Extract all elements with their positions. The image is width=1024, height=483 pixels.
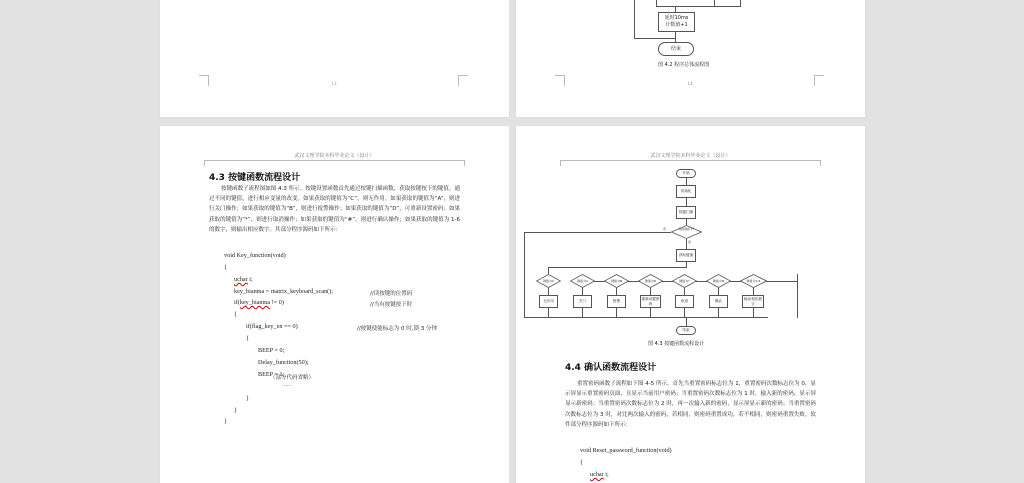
flow-line <box>675 32 676 42</box>
code-line: } <box>234 407 237 414</box>
flow-line <box>686 198 687 206</box>
action-box: 确认 <box>709 295 728 308</box>
flow-line <box>634 38 676 39</box>
header-rule <box>560 160 821 161</box>
read-box: 获取键值 <box>676 249 696 262</box>
page-number: 14 <box>687 82 693 87</box>
page-16 <box>516 126 865 483</box>
code-token: uchar <box>234 276 248 283</box>
decision-label: 有按键按下？ <box>678 227 696 231</box>
code-line: { <box>234 311 237 318</box>
flow-line <box>634 0 635 39</box>
flow-line <box>714 0 715 7</box>
header-corner-right <box>820 160 821 166</box>
decision-label: 键值为D <box>644 279 657 283</box>
code-line: key_bianma = matrix_keyboard_scan(); <box>234 288 334 295</box>
section-title: 4.4 确认函数流程设计 <box>565 363 657 373</box>
flow-line <box>524 317 768 318</box>
decision-label: 键值为B <box>610 279 623 283</box>
code-line: { <box>224 264 227 271</box>
init-box: 初始化 <box>676 185 696 198</box>
code-comment: //按键使能标志为 0 时,锁 3 分钟 <box>357 326 437 332</box>
code-line: BEEP = 0; <box>258 347 285 354</box>
delay-box-line1: 延时10ms <box>664 15 689 21</box>
action-box: 报警 <box>607 295 626 308</box>
flow-line <box>686 178 687 185</box>
page-header: 武汉文理学院本科毕业论文（设计） <box>650 153 731 159</box>
code-line: Delay_function(50); <box>258 359 309 366</box>
figure-caption: 图 4.2 程序总体流程图 <box>658 62 710 68</box>
code-token: if( <box>234 299 240 306</box>
code-token: != 0) <box>270 299 284 306</box>
flow-line <box>656 0 657 7</box>
action-box: 关门 <box>573 295 592 308</box>
end-terminal: 结束 <box>676 326 696 335</box>
code-line: void Reset_password_function(void) <box>580 447 672 454</box>
body-paragraph: 重置密码函数子流程如下图 4-5 所示，首先当重置密码标志位为 1，重置密码次数标志位为 0，显示屏显示重置密码页面，且显示当前用户密码；当重置密码次数标志位为 1 时，输入新的密码，显示屏显示新密码；当重置密码次数标志位为 2 时，再一次输入新的密码，显示屏显示新的密码；当重置密码次数标志位为 3 时，对比两次输入的密码，若相同，则密码重置成功，若不相同，则密码重置失败。软件部分程序源码如下所示： <box>565 381 816 428</box>
section-title: 4.3 按键函数流程设计 <box>209 173 301 183</box>
no-label: 否 <box>663 227 667 231</box>
delay-box <box>658 12 695 32</box>
decision-label: 键值为* <box>679 279 690 283</box>
code-comment: //读按键的位置码 <box>370 291 413 297</box>
scan-box: 按键扫描 <box>676 206 696 219</box>
decision-label: 键值为1-6 <box>746 279 761 283</box>
code-line: } <box>246 395 249 402</box>
margin-corner-right <box>814 75 824 86</box>
page-header: 武汉文理学院本科毕业论文（设计） <box>294 153 375 159</box>
start-terminal: 开始 <box>676 169 696 178</box>
code-token: key_bianma <box>239 299 271 306</box>
flow-line <box>740 0 741 7</box>
decision-label: 键值为# <box>712 279 725 283</box>
end-terminal: 结束 <box>658 42 694 56</box>
header-corner-left <box>204 160 205 166</box>
header-corner-left <box>560 160 561 166</box>
action-box: 重新设置密码 <box>640 295 661 308</box>
code-comment: //当有按键按下时 <box>370 302 413 308</box>
decision-label: 键值为C <box>542 279 555 283</box>
code-token: uchar <box>590 471 604 478</box>
page-number: 13 <box>331 82 337 87</box>
code-line <box>590 469 609 481</box>
code-token: i; <box>247 276 253 283</box>
flow-line <box>797 274 798 318</box>
figure-caption: 图 4.3 按键函数流程设计 <box>648 341 705 347</box>
code-line: void Key_function(void) <box>224 252 286 259</box>
page-13 <box>160 0 509 117</box>
flow-line <box>524 232 671 233</box>
flow-line <box>686 239 687 249</box>
page-15 <box>160 126 509 483</box>
decision-label: 键值为A <box>576 279 589 283</box>
flow-line <box>548 267 549 274</box>
flow-line <box>548 267 687 268</box>
flow-line <box>686 318 687 326</box>
code-line <box>234 274 253 286</box>
code-line: if(flag_key_en == 0) <box>246 323 298 330</box>
code-line: } <box>224 418 227 425</box>
code-ellipsis: …… <box>282 383 292 388</box>
flow-line <box>656 6 741 7</box>
header-corner-right <box>464 160 465 166</box>
action-box: 取消 <box>675 295 694 308</box>
code-comment: （部分代码省略） <box>270 375 315 381</box>
action-box: 无作用 <box>539 295 558 308</box>
code-line: { <box>580 459 583 466</box>
flow-line <box>524 232 525 318</box>
code-line: { <box>246 335 249 342</box>
header-rule <box>204 160 465 161</box>
action-box: 输出相应数字 <box>742 295 764 308</box>
margin-corner-left <box>555 75 565 86</box>
margin-corner-right <box>458 75 468 86</box>
page-14 <box>516 0 865 117</box>
code-token: i; <box>603 471 609 478</box>
yes-label: 是 <box>688 240 692 244</box>
delay-box-line2: 计数值+1 <box>665 22 688 28</box>
margin-corner-left <box>199 75 209 86</box>
body-paragraph: 按键函数子流程图如图 4.3 所示。按键设置函数首先通过按键扫描函数，获取按键按下的键值，通过不同的键值，进行相应变量的改变。如果获取的键值为“C”，则无作用。如果获取的键值为“A”，则进行关门操作；如果获取的键值为“B”，则进行报警操作；如果获取的键值为“D”，可重新设置密码；如果获取的键值为“*”，则进行取消操作；如果获取的键值为“#”，则进行确认操作；如果获取的键值为 1-6 的数字，则输出相应数字。其部分程序源码如下所示： <box>209 186 460 233</box>
code-line: BEEP = 1; <box>258 371 285 378</box>
code-line <box>234 297 284 309</box>
